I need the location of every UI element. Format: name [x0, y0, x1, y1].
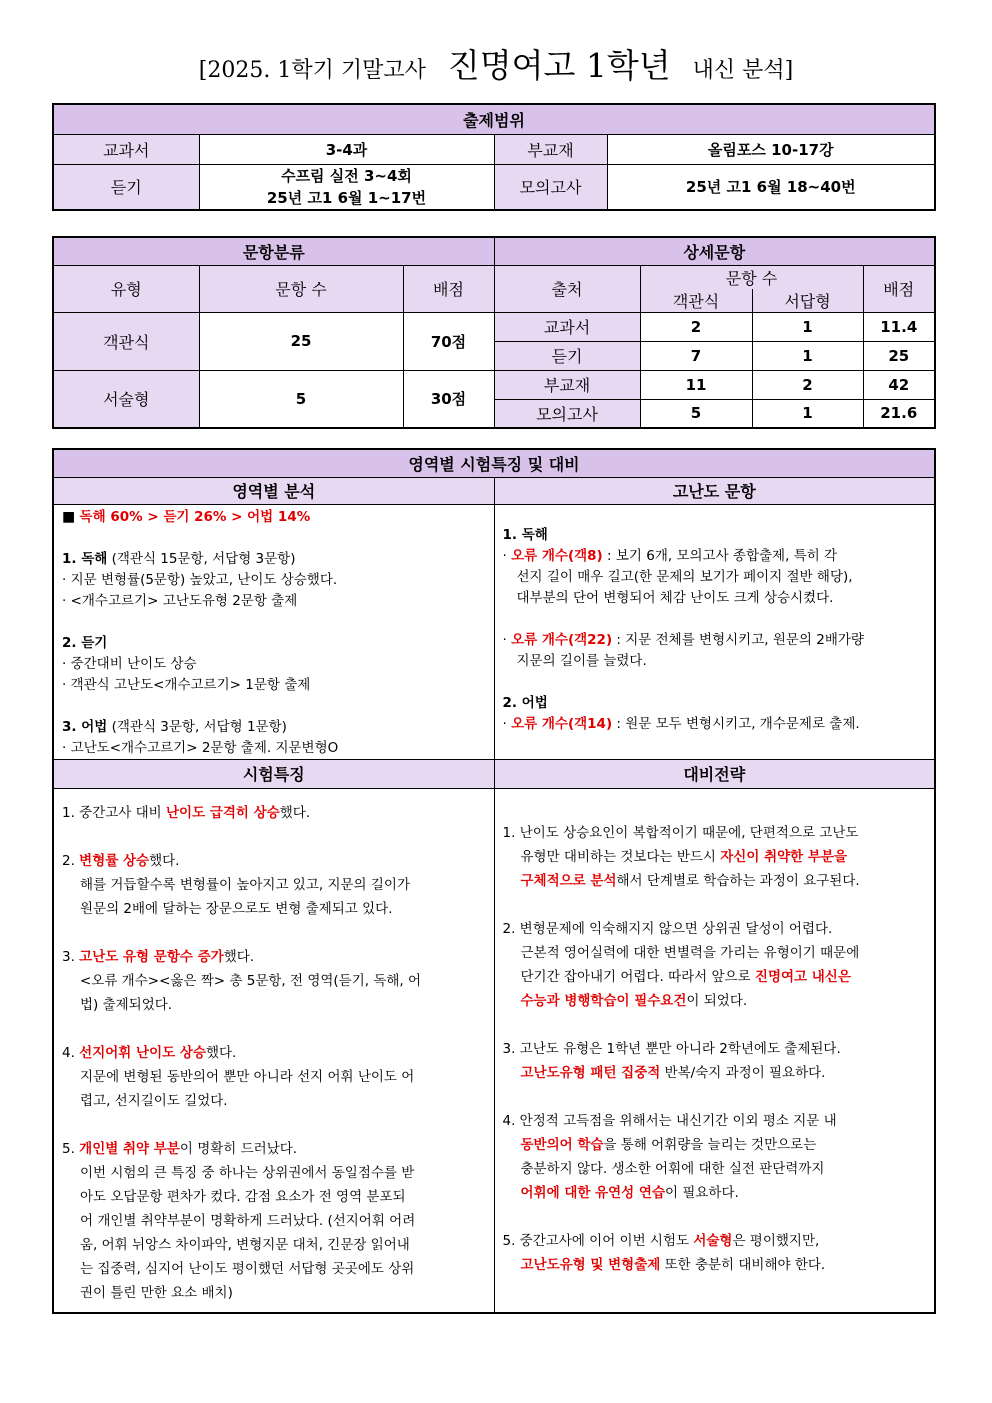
strategy-1-line-2-pre: 유형만 대비하는 것보다는 반드시 — [520, 848, 721, 865]
feature-4-line-2: 지문에 변형된 동반의어 뿐만 아니라 선지 어휘 난이도 어 — [80, 1068, 415, 1085]
score-subtext: 42 — [863, 370, 935, 399]
strategy-header: 대비전략 — [494, 759, 935, 788]
area-grammar-line-1: · 고난도<개수고르기> 2문항 출제. 지문변형O — [62, 739, 339, 756]
hard-item-1-label: 오류 개수(객8) — [511, 547, 603, 564]
feature-4-pre: 4. — [62, 1044, 80, 1061]
feature-5-line-3: 아도 오답문항 편차가 컸다. 감점 요소가 전 영역 분포되 — [80, 1188, 406, 1205]
area-listening-line-2: · 객관식 고난도<개수고르기> 1문항 출제 — [62, 676, 311, 693]
hard-item-3-text: : 원문 모두 변형시키고, 개수문제로 출제. — [612, 715, 860, 732]
feature-5-pre: 5. — [62, 1140, 80, 1157]
hard-items-header: 고난도 문항 — [494, 477, 935, 504]
col-count: 문항 수 — [199, 265, 403, 312]
feature-5-line-7: 권이 틀린 만한 요소 배치) — [80, 1284, 233, 1301]
sub-label: 부교재 — [494, 134, 607, 164]
feature-1-pre: 1. 중간고사 대비 — [62, 804, 166, 821]
sub-value: 올림포스 10-17강 — [607, 134, 935, 164]
detail-col-sub: 서답형 — [752, 289, 863, 313]
feature-5-line-4: 어 개인별 취약부분이 명확하게 드러났다. (선지어휘 어려 — [80, 1212, 416, 1229]
strategy-5-line-2-post: 또한 충분히 대비해야 한다. — [660, 1256, 826, 1273]
count-descriptive: 5 — [199, 370, 403, 428]
scope-header: 출제범위 — [53, 104, 935, 134]
source-textbook: 교과서 — [494, 312, 640, 341]
area-reading-line-2: · <개수고르기> 고난도유형 2문항 출제 — [62, 592, 298, 609]
strategy-1-line-2-highlight: 자신이 취약한 부분을 — [720, 848, 848, 865]
hard-item-1-line-2: 선지 길이 매우 길고(한 문제의 보기가 페이지 절반 해당), — [516, 568, 853, 585]
feature-1-highlight: 난이도 급격히 상승 — [166, 804, 280, 821]
scope-table — [52, 103, 936, 211]
type-descriptive: 서술형 — [53, 370, 199, 428]
strategy-2-line-3-pre: 단기간 잡아내기 어렵다. 따라서 앞으로 — [520, 968, 755, 985]
strategy-4-line-4-highlight: 어휘에 대한 유연성 연습 — [520, 1184, 666, 1201]
obj-mock: 5 — [640, 399, 752, 428]
feature-2-line-2: 해를 거듭할수록 변형률이 높아지고 있고, 지문의 길이가 — [80, 876, 410, 893]
hard-bullet-1: · — [502, 547, 512, 564]
detail-col-count: 문항 수 — [640, 265, 863, 289]
page-title — [0, 40, 992, 87]
obj-listening: 7 — [640, 341, 752, 370]
strategy-4-line-2-highlight: 동반의어 학습 — [520, 1136, 604, 1153]
source-subtext: 부교재 — [494, 370, 640, 399]
col-score: 배점 — [403, 265, 494, 312]
strategy-3-line-2-highlight: 고난도유형 패턴 집중적 — [520, 1064, 661, 1081]
feature-3-highlight: 고난도 유형 문항수 증가 — [79, 948, 224, 965]
title-main: 진명여고 1학년 — [447, 46, 671, 85]
feature-5-line-5: 움, 어휘 뉘앙스 차이파악, 변형지문 대처, 긴문장 읽어내 — [80, 1236, 410, 1253]
area-analysis-header: 영역별 분석 — [53, 477, 494, 504]
feature-5-line-6: 는 집중력, 심지어 난이도 평이했던 서답형 곳곳에도 상위 — [80, 1260, 415, 1277]
strategy-4-line-3: 충분하지 않다. 생소한 어휘에 대한 실전 판단력까지 — [520, 1160, 825, 1177]
hard-item-2-label: 오류 개수(객22) — [511, 631, 613, 648]
feature-2-line-3: 원문의 2배에 달하는 장문으로도 변형 출제되고 있다. — [80, 900, 393, 917]
feature-3-line-2: <오류 개수><옳은 짝> 총 5문항, 전 영역(듣기, 독해, 어 — [80, 972, 422, 989]
textbook-value: 3-4과 — [199, 134, 494, 164]
listening-value-1: 수프림 실전 3~4회 — [281, 166, 412, 185]
score-descriptive: 30점 — [403, 370, 494, 428]
feature-5-highlight: 개인별 취약 부분 — [79, 1140, 180, 1157]
sub-subtext: 2 — [752, 370, 863, 399]
sub-textbook: 1 — [752, 312, 863, 341]
area-analysis-cell — [53, 504, 494, 759]
strategy-4-line-4-post: 이 필요하다. — [665, 1184, 739, 1201]
feature-3-post: 했다. — [223, 948, 255, 965]
analysis-table — [52, 448, 936, 1314]
strategy-2-line-1: 2. 변형문제에 익숙해지지 않으면 상위권 달성이 어렵다. — [502, 920, 833, 937]
strategy-5-line-1-highlight: 서술형 — [693, 1232, 733, 1249]
strategy-4-line-2-post: 을 통해 어휘량을 늘리는 것만으로는 — [603, 1136, 817, 1153]
strategy-4-line-1: 4. 안정적 고득점을 위해서는 내신기간 이외 평소 지문 내 — [502, 1112, 837, 1129]
title-suffix: 내신 분석] — [692, 58, 794, 83]
mock-label: 모의고사 — [494, 164, 607, 210]
listening-label: 듣기 — [53, 164, 199, 210]
score-mock: 21.6 — [863, 399, 935, 428]
features-header: 시험특징 — [53, 759, 494, 788]
detail-col-obj: 객관식 — [640, 289, 752, 313]
hard-reading-title: 1. 독해 — [502, 526, 548, 543]
classification-header: 문항분류 — [53, 237, 494, 265]
strategy-5-line-1-post: 은 평이했지만, — [732, 1232, 820, 1249]
feature-3-pre: 3. — [62, 948, 80, 965]
feature-4-highlight: 선지어휘 난이도 상승 — [79, 1044, 206, 1061]
sub-listening: 1 — [752, 341, 863, 370]
feature-5-line-2: 이번 시험의 큰 특징 중 하나는 상위권에서 동일점수를 받 — [80, 1164, 415, 1181]
listening-value — [199, 164, 494, 210]
area-reading-note: (객관식 15문항, 서답형 3문항) — [107, 550, 296, 567]
area-listening-title: 2. 듣기 — [62, 634, 108, 651]
detail-header: 상세문항 — [494, 237, 935, 265]
strategy-cell — [494, 788, 935, 1313]
strategy-5-line-1-pre: 5. 중간고사에 이어 이번 시험도 — [502, 1232, 694, 1249]
source-listening: 듣기 — [494, 341, 640, 370]
features-cell — [53, 788, 494, 1313]
sub-mock: 1 — [752, 399, 863, 428]
square-icon: ■ — [62, 508, 76, 525]
area-grammar-note: (객관식 3문항, 서답형 1문항) — [107, 718, 287, 735]
feature-1-post: 했다. — [279, 804, 311, 821]
strategy-3-line-2-post: 반복/숙지 과정이 필요하다. — [660, 1064, 826, 1081]
col-source: 출처 — [494, 265, 640, 312]
area-listening-line-1: · 중간대비 난이도 상승 — [62, 655, 197, 672]
hard-items-cell — [494, 504, 935, 759]
analysis-header: 영역별 시험특징 및 대비 — [53, 449, 935, 477]
strategy-1-line-3-post: 해서 단계별로 학습하는 과정이 요구된다. — [616, 872, 860, 889]
area-grammar-title: 3. 어법 — [62, 718, 108, 735]
strategy-2-line-4-post: 이 되었다. — [686, 992, 748, 1009]
area-ratio: 독해 60% > 듣기 26% > 어법 14% — [79, 508, 311, 525]
obj-textbook: 2 — [640, 312, 752, 341]
obj-subtext: 11 — [640, 370, 752, 399]
feature-4-line-3: 렵고, 선지길이도 길었다. — [80, 1092, 228, 1109]
area-reading-title: 1. 독해 — [62, 550, 108, 567]
score-textbook: 11.4 — [863, 312, 935, 341]
detail-col-score: 배점 — [863, 265, 935, 312]
hard-bullet-2: · — [502, 631, 512, 648]
feature-5-post: 이 명확히 드러났다. — [179, 1140, 298, 1157]
feature-2-post: 했다. — [149, 852, 180, 869]
strategy-2-line-4-highlight: 수능과 병행학습이 필수요건 — [520, 992, 687, 1009]
hard-grammar-title: 2. 어법 — [502, 694, 548, 711]
hard-item-1-text: : 보기 6개, 모의고사 종합출제, 특히 각 — [602, 547, 838, 564]
mock-value: 25년 고1 6월 18~40번 — [607, 164, 935, 210]
hard-bullet-3: · — [502, 715, 512, 732]
hard-item-1-line-3: 대부분의 단어 변형되어 체감 난이도 크게 상승시켰다. — [516, 589, 834, 606]
feature-2-pre: 2. — [62, 852, 80, 869]
score-objective: 70점 — [403, 312, 494, 370]
count-objective: 25 — [199, 312, 403, 370]
strategy-3-line-1: 3. 고난도 유형은 1학년 뿐만 아니라 2학년에도 출제된다. — [502, 1040, 841, 1057]
feature-2-highlight: 변형률 상승 — [79, 852, 150, 869]
listening-value-2: 25년 고1 6월 1~17번 — [266, 188, 427, 207]
hard-item-2-text: : 지문 전체를 변형시키고, 원문의 2배가량 — [612, 631, 864, 648]
strategy-2-line-2: 근본적 영어실력에 대한 변별력을 가리는 유형이기 때문에 — [520, 944, 860, 961]
type-objective: 객관식 — [53, 312, 199, 370]
title-prefix: [2025. 1학기 기말고사 — [198, 58, 426, 83]
strategy-5-line-2-highlight: 고난도유형 및 변형출제 — [520, 1256, 661, 1273]
strategy-1-line-3-highlight: 구체적으로 분석 — [520, 872, 617, 889]
hard-item-3-label: 오류 개수(객14) — [511, 715, 613, 732]
strategy-2-line-3-highlight: 진명여고 내신은 — [754, 968, 851, 985]
strategy-1-line-1: 1. 난이도 상승요인이 복합적이기 때문에, 단편적으로 고난도 — [502, 824, 859, 841]
textbook-label: 교과서 — [53, 134, 199, 164]
source-mock: 모의고사 — [494, 399, 640, 428]
classification-table — [52, 236, 936, 429]
area-reading-line-1: · 지문 변형률(5문항) 높았고, 난이도 상승했다. — [62, 571, 338, 588]
col-type: 유형 — [53, 265, 199, 312]
score-listening: 25 — [863, 341, 935, 370]
feature-4-post: 했다. — [205, 1044, 237, 1061]
hard-item-2-line-2: 지문의 길이를 늘렸다. — [516, 652, 647, 669]
feature-3-line-3: 법) 출제되었다. — [80, 996, 173, 1013]
